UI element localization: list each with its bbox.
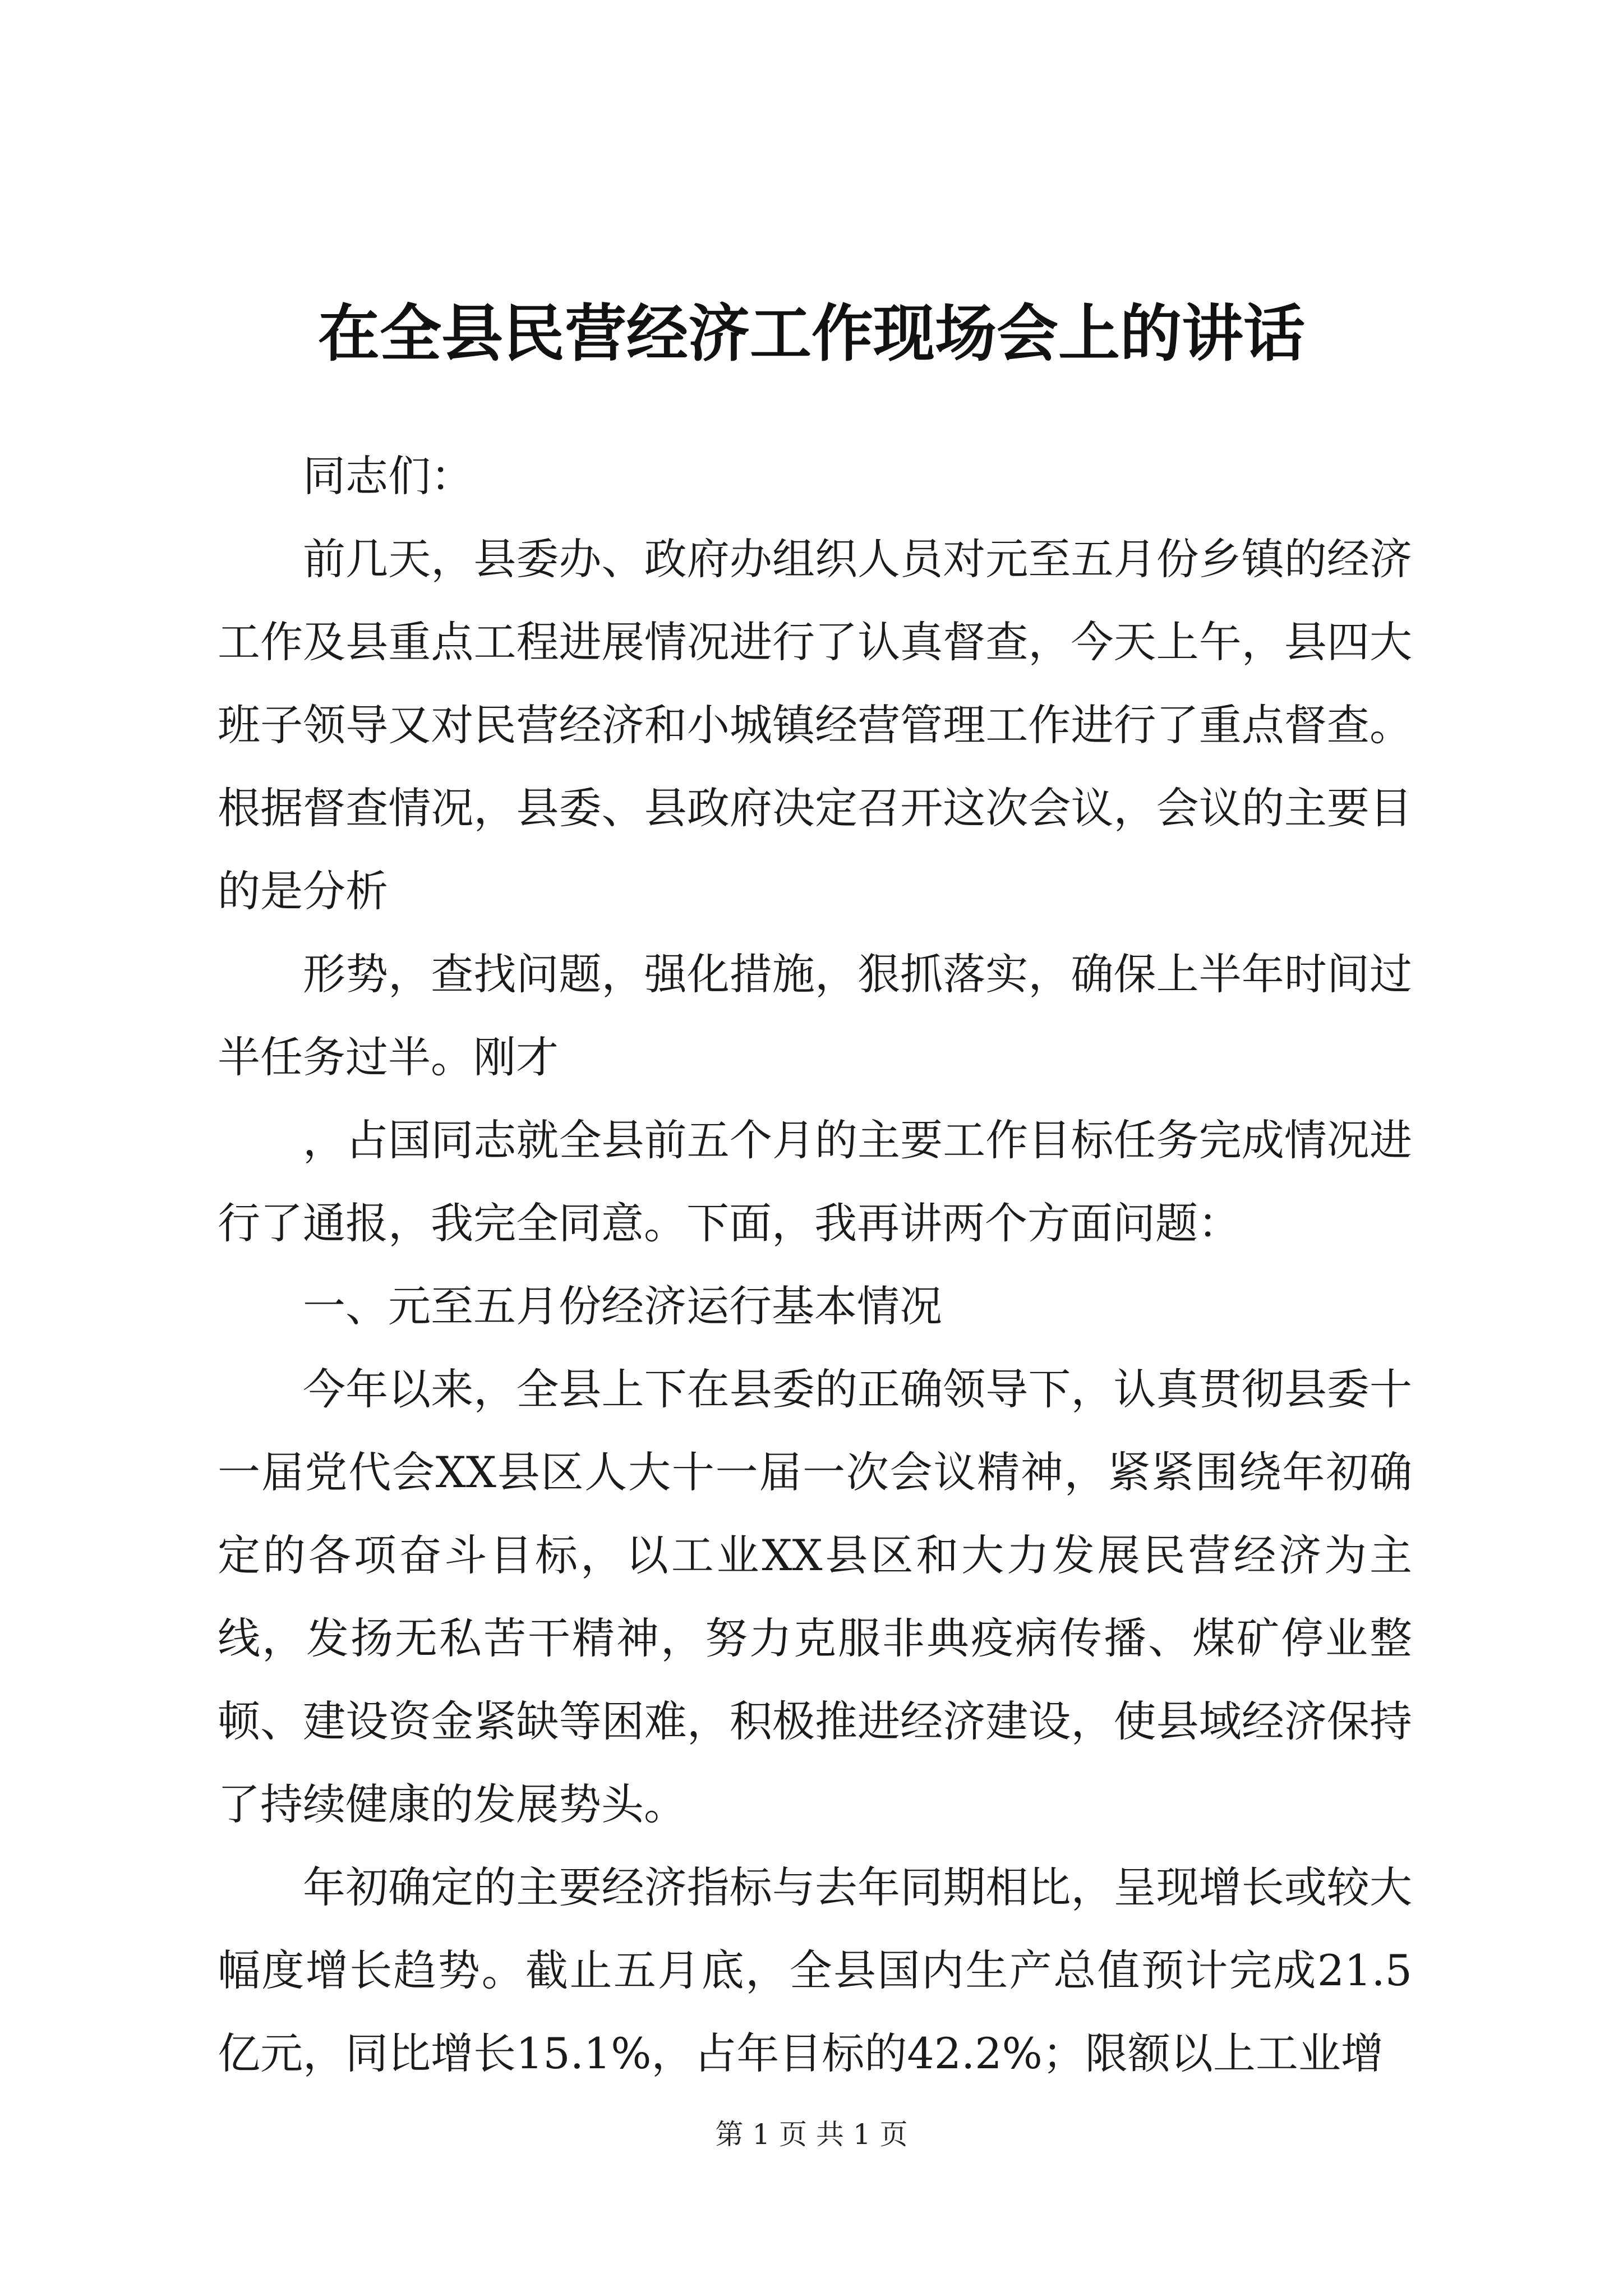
salutation: 同志们：	[303, 451, 473, 501]
paragraph-report: ，占国同志就全县前五个月的主要工作目标任务完成情况进行了通报，我完全同意。下面，我再讲两个方面问题：	[218, 1115, 1412, 1248]
document-body	[218, 435, 1412, 2095]
paragraph-indicators: 年初确定的主要经济指标与去年同期相比，呈现增长或较大幅度增长趋势。截止五月底，全县国内生产总值预计完成21.5亿元，同比增长15.1%，占年目标的42.2%；限额以上工业增	[218, 1862, 1412, 2078]
section-heading-1: 一、元至五月份经济运行基本情况	[303, 1281, 942, 1331]
document-title: 在全县民营经济工作现场会上的讲话	[318, 297, 1305, 370]
page-number-footer: 第 1 页 共 1 页	[715, 2118, 908, 2151]
paragraph-intro: 前几天，县委办、政府办组织人员对元至五月份乡镇的经济工作及县重点工程进展情况进行了认真督查，今天上午，县四大班子领导又对民营经济和小城镇经营管理工作进行了重点督查。根据督查情况，县委、县政府决定召开这次会议，会议的主要目的是分析	[218, 534, 1412, 916]
paragraph-overview: 今年以来，全县上下在县委的正确领导下，认真贯彻县委十一届党代会XX县区人大十一届一次会议精神，紧紧围绕年初确定的各项奋斗目标，以工业XX县区和大力发展民营经济为主线，发扬无私苦干精神，努力克服非典疫病传播、煤矿停业整顿、建设资金紧缺等困难，积极推进经济建设，使县域经济保持了持续健康的发展势头。	[218, 1364, 1412, 1829]
paragraph-purpose: 形势，查找问题，强化措施，狠抓落实，确保上半年时间过半任务过半。刚才	[218, 949, 1412, 1082]
